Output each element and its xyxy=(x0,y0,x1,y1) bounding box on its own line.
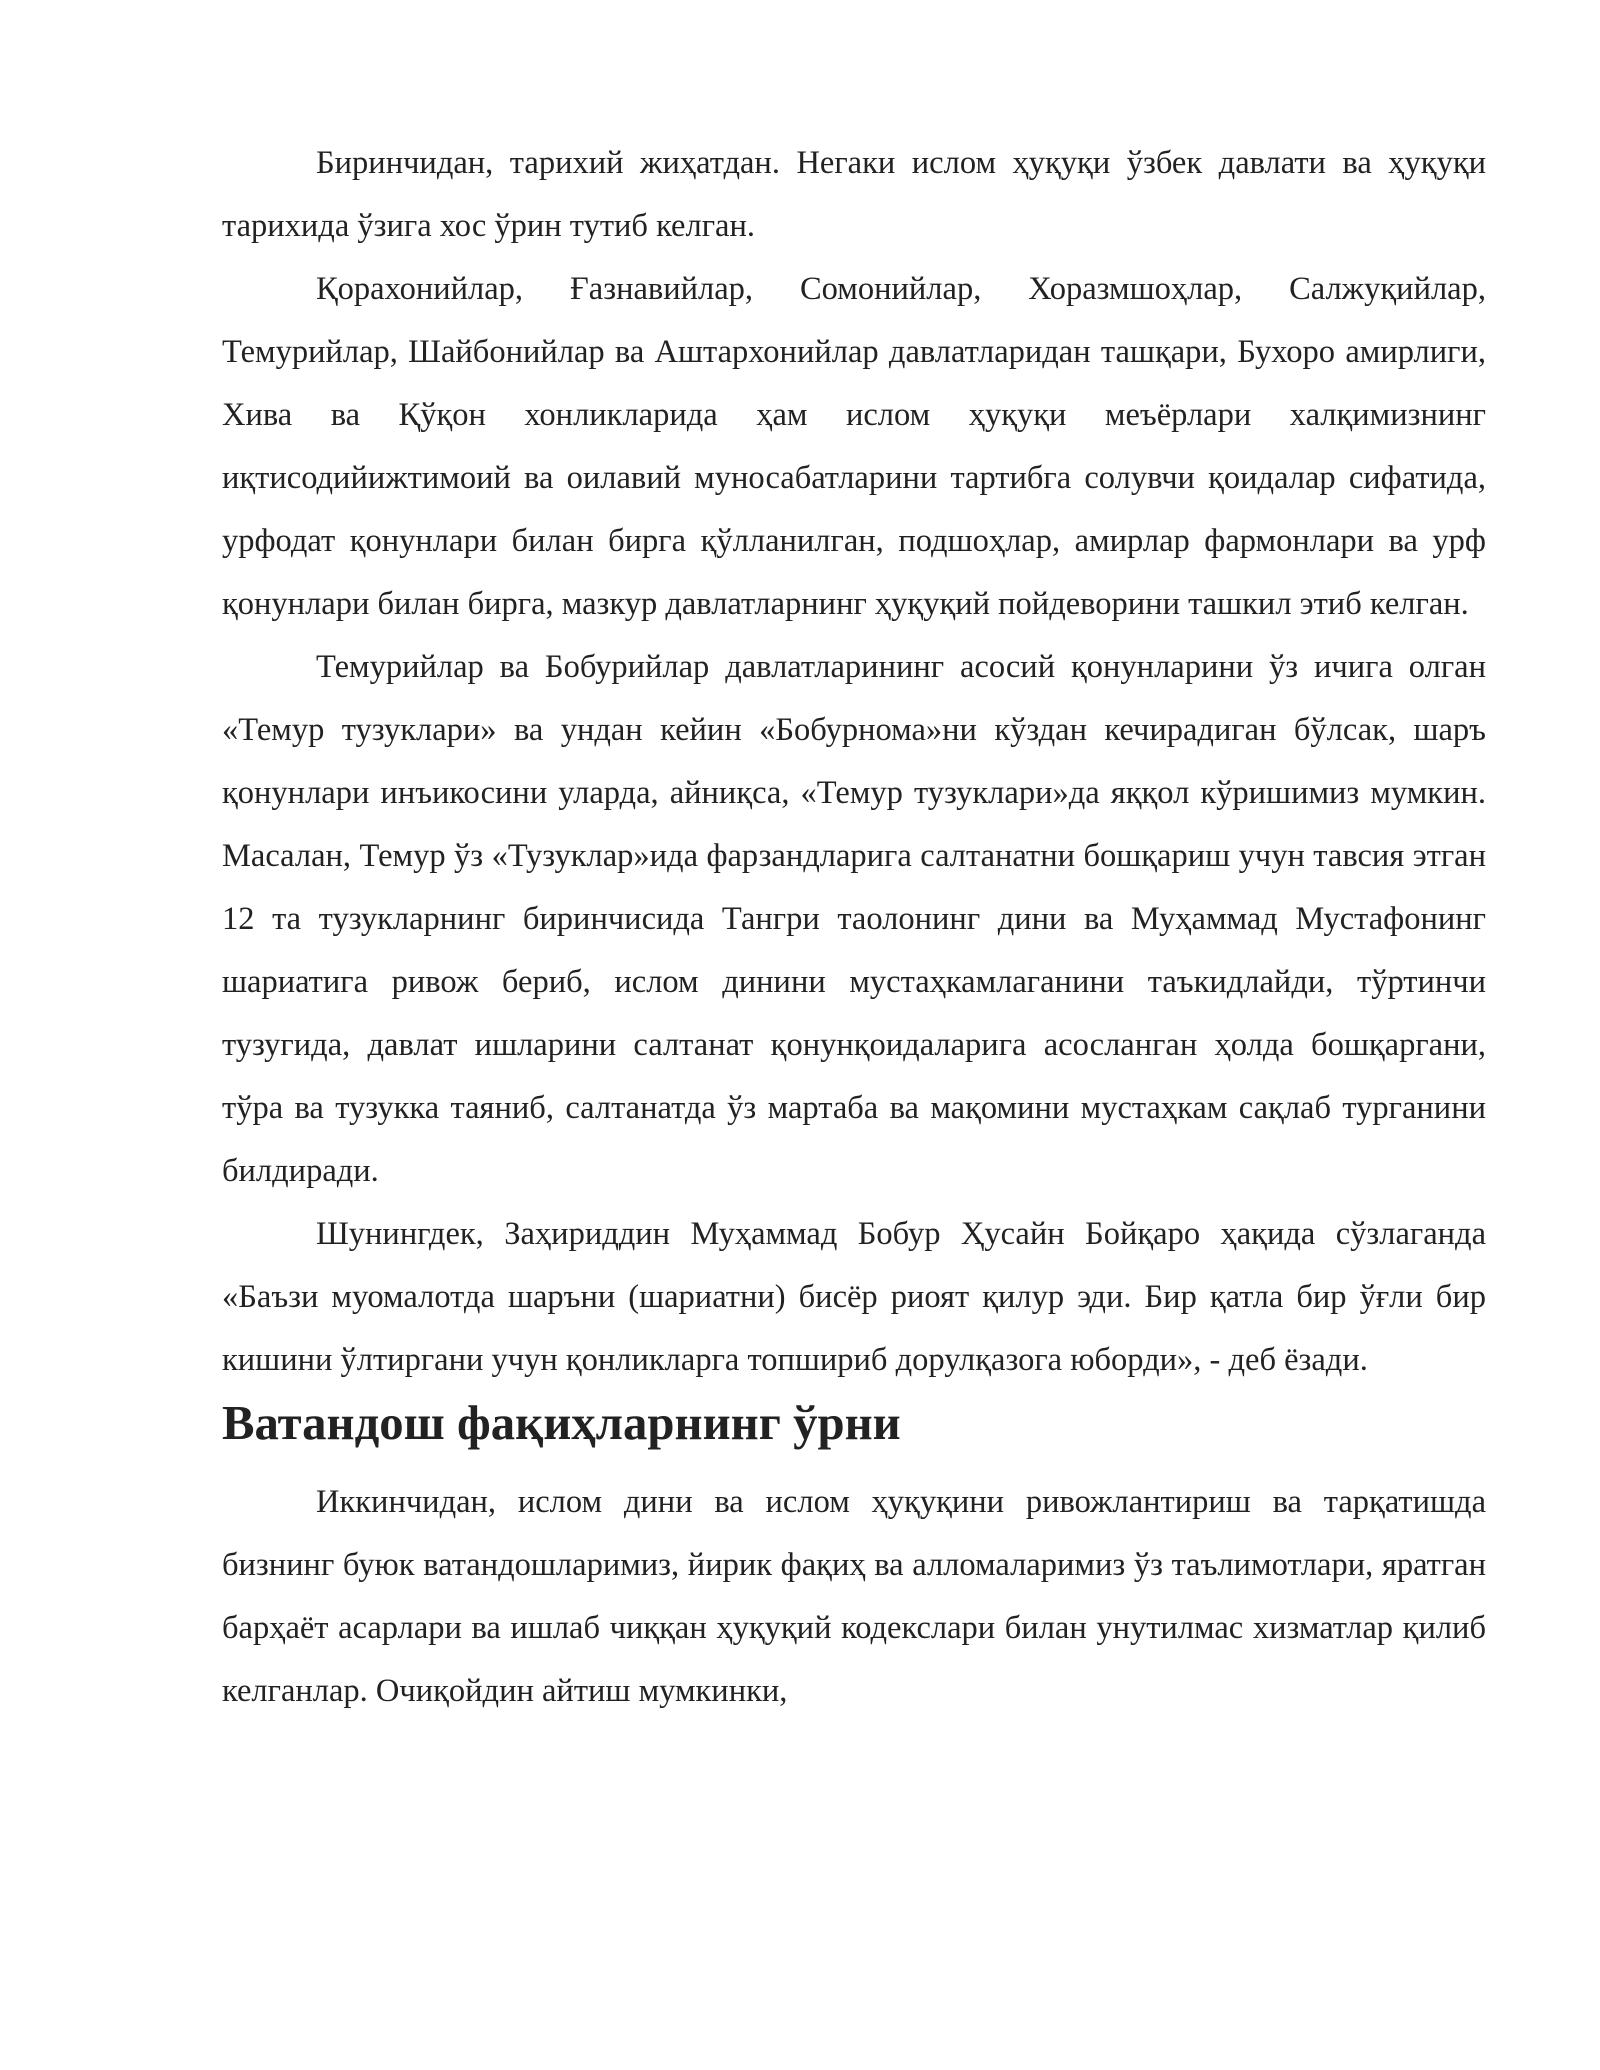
document-page xyxy=(222,132,1486,1723)
paragraph-babur-quote: Шунингдек, Заҳириддин Муҳаммад Бобур Ҳусайн Бойқаро ҳақида сўзлаганда «Баъзи муомалотда шаръни (шариатни) бисёр риоят қилур эди. Бир қатла бир ўғли бир кишини ўлтиргани учун қонликларга топшириб дорулқазога юборди», - деб ёзади. xyxy=(222,1216,1486,1378)
paragraph-dynasties: Қорахонийлар, Ғазнавийлар, Сомонийлар, Хоразмшоҳлар, Салжуқийлар, Темурийлар, Шайбонийлар ва Аштархонийлар давлатларидан ташқари, Бухоро амирлиги, Хива ва Қўқон хонликларида ҳам ислом ҳуқуқи меъёрлари халқимизнинг иқтисодийижтимоий ва оилавий муносабатларини тартибга солувчи қоидалар сифатида, урфодат қонунлари билан бирга қўлланилган, подшоҳлар, амирлар фармонлари ва урф қонунлари билан бирга, мазкур давлатларнинг ҳуқуқий пойдеворини ташкил этиб келган. xyxy=(222,271,1486,622)
section-heading: Ватандош фақиҳларнинг ўрни xyxy=(222,1396,901,1450)
paragraph-second-aspect: Иккинчидан, ислом дини ва ислом ҳуқуқини ривожлантириш ва тарқатишда бизнинг буюк ватандошларимиз, йирик фақиҳ ва алломаларимиз ўз таълимотлари, яратган барҳаёт асарлари ва ишлаб чиққан ҳуқуқий кодекслари билан унутилмас хизматлар қилиб келганлар. Очиқойдин айтиш мумкинки, xyxy=(222,1484,1486,1709)
paragraph-timur-codes: Темурийлар ва Бобурийлар давлатларининг асосий қонунларини ўз ичига олган «Темур тузуклари» ва ундан кейин «Бобурнома»ни кўздан кечирадиган бўлсак, шаръ қонунлари инъикосини уларда, айниқса, «Темур тузуклари»да яққол кўришимиз мумкин. Масалан, Темур ўз «Тузуклар»ида фарзандларига салтанатни бошқариш учун тавсия этган 12 та тузукларнинг биринчисида Тангри таолонинг дини ва Муҳаммад Мустафонинг шариатига ривож бериб, ислом динини мустаҳкамлаганини таъкидлайди, тўртинчи тузугида, давлат ишларини салтанат қонунқоидаларига асосланган ҳолда бошқаргани, тўра ва тузукка таяниб, салтанатда ўз мартаба ва мақомини мустаҳкам сақлаб турганини билдиради. xyxy=(222,649,1486,1189)
paragraph-historical-aspect: Биринчидан, тарихий жиҳатдан. Негаки ислом ҳуқуқи ўзбек давлати ва ҳуқуқи тарихида ўзига хос ўрин тутиб келган. xyxy=(222,145,1486,244)
